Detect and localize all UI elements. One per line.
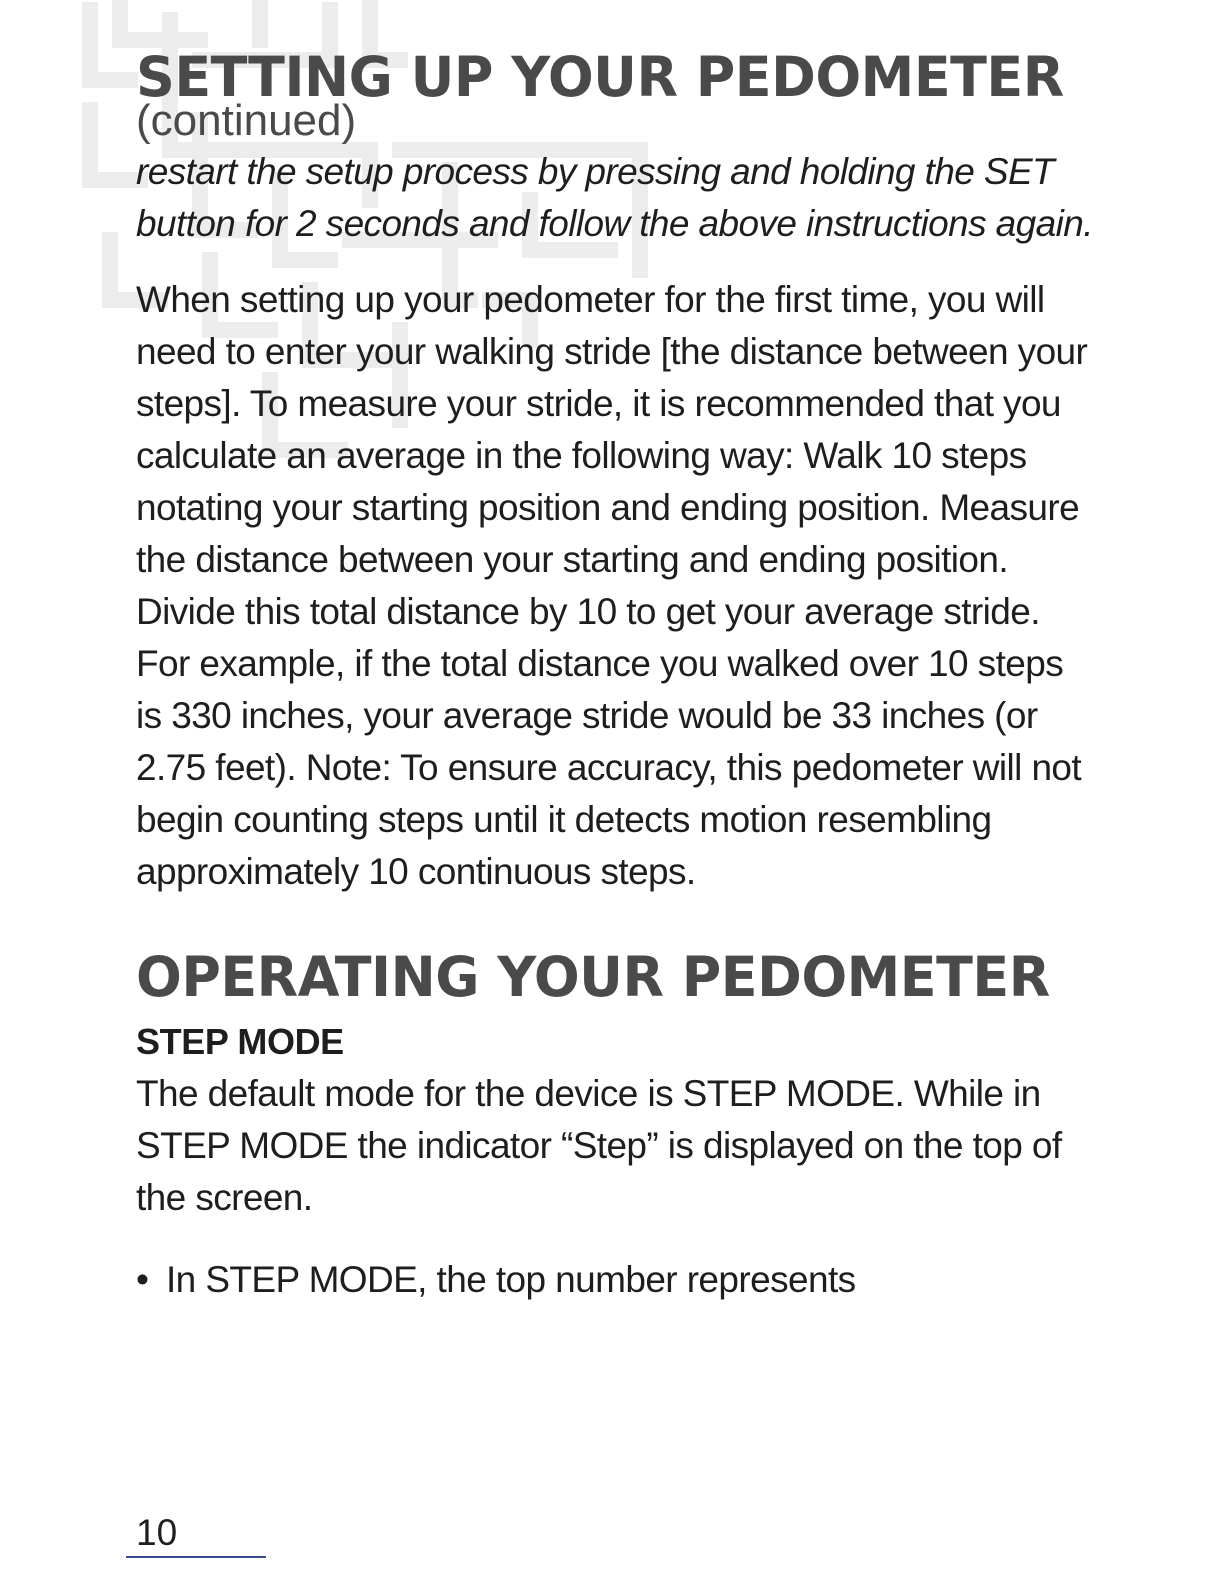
continued-label: (continued) [136, 96, 357, 145]
step-mode-bullets [136, 1254, 1096, 1306]
stride-paragraph: When setting up your pedometer for the first time, you will need to enter your walking stride [the distance between your steps]. To measure your stride, it is recommended that you calculate an average in the following way: Walk 10 steps notating your starting position and ending position. Measure the distance between your starting and ending position. Divide this total distance by 10 to get your average stride. For example, if the total distance you walked over 10 steps is 330 inches, your average stride would be 33 inches (or 2.75 feet). Note: To ensure accuracy, this pedometer will not begin counting steps until it detects motion resembling approximately 10 continuous steps. [136, 279, 1088, 892]
bullet-marker: • [136, 1259, 149, 1300]
list-item [136, 1254, 1096, 1306]
restart-instructions: restart the setup process by pressing and holding the SET button for 2 seconds and follow the above instructions again. [136, 151, 1093, 244]
section-title-operating: OPERATING YOUR PEDOMETER [136, 945, 1050, 1009]
page-number: 10 [136, 1512, 178, 1553]
section-title-setup: SETTING UP YOUR PEDOMETER [136, 45, 1064, 109]
step-mode-heading: STEP MODE [136, 1021, 344, 1062]
manual-page [136, 44, 1096, 1306]
bullet-text: In STEP MODE, the top number represents [166, 1259, 856, 1300]
step-mode-paragraph: The default mode for the device is STEP MODE. While in STEP MODE the indicator “Step” is displayed on the top of the screen. [136, 1073, 1062, 1218]
footer-rule [126, 1556, 266, 1558]
